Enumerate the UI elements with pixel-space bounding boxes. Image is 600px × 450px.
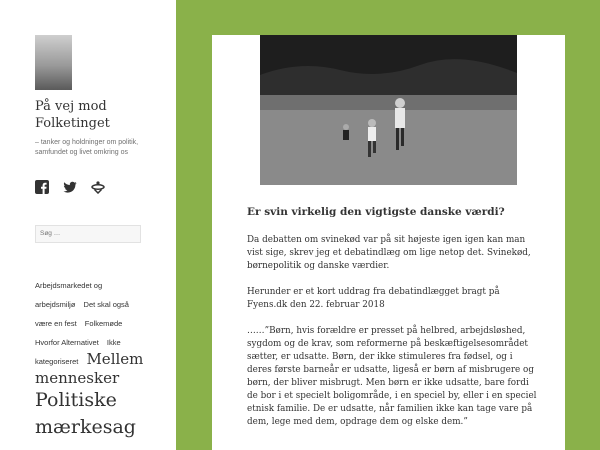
post-body [247, 234, 539, 442]
tag-link[interactable]: Mellem mennesker [35, 349, 144, 387]
sidebar [0, 0, 176, 450]
featured-image[interactable] [260, 35, 517, 185]
site-description: – tanker og holdninger om politik, samfundet og livet omkring os [35, 139, 139, 156]
post-paragraph: Da debatten om svinekød var på sit højeste igen igen kan man vist sige, skrev jeg et debatindlæg om lige netop det. Svinekød, børnepolitik og danske værdier. [247, 235, 531, 271]
social-links [35, 180, 142, 194]
tag-link[interactable]: Folkemøde [84, 318, 123, 328]
feed-icon[interactable] [91, 180, 105, 194]
tag-link[interactable]: Politiske mærkesag [35, 388, 136, 438]
post-title[interactable]: Er svin virkelig den vigtigste danske værdi? [247, 206, 505, 218]
tag-link[interactable]: Det skal også være en fest [35, 299, 129, 328]
twitter-icon[interactable] [63, 180, 77, 194]
tag-cloud [35, 273, 145, 441]
tag-link[interactable]: Ikke kategoriseret [35, 337, 121, 366]
search-input[interactable] [35, 225, 141, 243]
facebook-icon[interactable] [35, 180, 49, 194]
main-content [212, 35, 565, 450]
children-running-photo [260, 35, 517, 185]
post-paragraph: ……”Børn, hvis forældre er presset på helbred, arbejdsløshed, sygdom og de krav, som reformerne på beskæftigelsesområdet sætter, er udsatte. Børn, der ikke stimuleres fra fødsel, og i deres første barneår er udsatte, ligeså er børn af misbrugere og børn, der bliver misbrugt. Men børn er ikke udsatte, bare fordi de bor i et specielt boligområde, i en speciel by, eller i en speciel etnisk familie. De er udsatte, når familien ikke kan tage vare på dem, lege med dem, opdrage dem og elske dem.” [247, 326, 537, 427]
tag-link[interactable]: Hvorfor Alternativet [35, 337, 99, 347]
site-title[interactable]: På vej mod Folketinget [35, 99, 110, 131]
avatar[interactable] [35, 35, 72, 90]
post-paragraph: Herunder er et kort uddrag fra debatindlægget bragt på Fyens.dk den 22. februar 2018 [247, 287, 500, 310]
tag-link[interactable]: Arbejdsmarkedet og arbejdsmiljø [35, 280, 103, 309]
